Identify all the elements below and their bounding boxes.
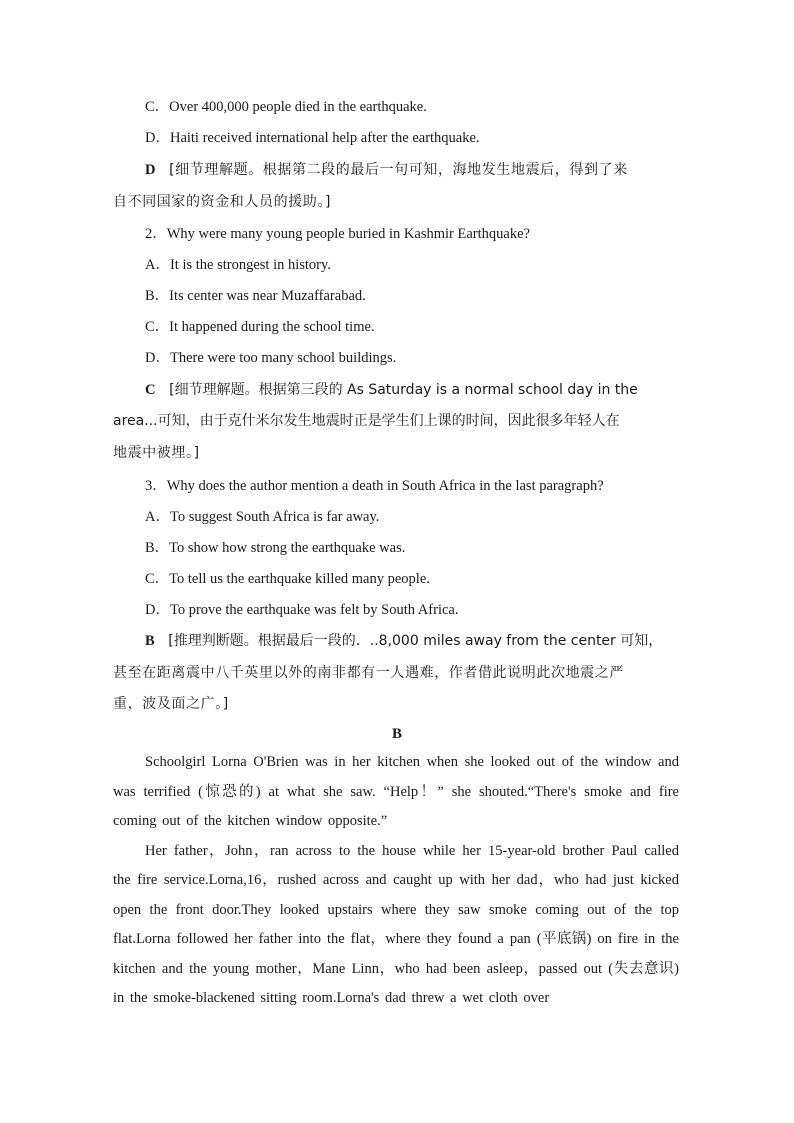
- q3-question: 3．Why does the author mention a death in South Africa in the last paragraph?: [145, 478, 604, 494]
- passage-paragraph-1: Schoolgirl Lorna O'Brien was in her kitchen when she looked out of the window and was terrified (惊恐的) at what she saw. “Help！” she shouted.“There's smoke and fire coming out of the kitchen window opposite.”: [113, 754, 679, 829]
- q1-option-d: D．Haiti received international help after the earthquake.: [145, 130, 480, 146]
- q3-option-c: C．To tell us the earthquake killed many people.: [145, 571, 430, 587]
- q3-analysis-line-1: [145, 632, 662, 650]
- q3-analysis-text-1: [推理判断题。根据最后一段的．..8,000 miles away from the center 可知，: [168, 633, 663, 649]
- q2-answer-letter: C: [145, 382, 156, 398]
- section-b-heading: B: [391, 726, 402, 742]
- q2-question: 2．Why were many young people buried in Kashmir Earthquake?: [145, 226, 530, 242]
- q2-analysis-text-1: [细节理解题。根据第三段的 As Saturday is a normal school day in the: [169, 382, 638, 398]
- q2-analysis-line-3: 地震中被埋。]: [113, 445, 200, 461]
- q3-analysis-line-3: 重，波及面之广。]: [113, 696, 229, 712]
- q1-analysis-line-1: [145, 161, 628, 179]
- q1-analysis-line-2: 自不同国家的资金和人员的援助。]: [113, 194, 332, 210]
- q2-analysis-line-2: area...可知，由于克什米尔发生地震时正是学生们上课的时间，因此很多年轻人在: [113, 413, 620, 429]
- q2-option-d: D．There were too many school buildings.: [145, 350, 397, 366]
- q3-analysis-line-2: 甚至在距离震中八千英里以外的南非都有一人遇难，作者借此说明此次地震之严: [113, 665, 624, 681]
- q3-option-d: D．To prove the earthquake was felt by South Africa.: [145, 602, 459, 618]
- q1-analysis-text-1: [细节理解题。根据第二段的最后一句可知，海地发生地震后，得到了来: [169, 162, 628, 178]
- q1-answer-letter: D: [145, 162, 156, 178]
- q2-option-a: A．It is the strongest in history.: [145, 257, 331, 273]
- q2-option-b: B．Its center was near Muzaffarabad.: [145, 288, 366, 304]
- q1-option-c: C．Over 400,000 people died in the earthquake.: [145, 99, 427, 115]
- q3-option-a: A．To suggest South Africa is far away.: [145, 509, 380, 525]
- passage-b: [113, 748, 679, 1014]
- passage-paragraph-2: Her father，John，ran across to the house while her 15-year-old brother Paul called the fire service.Lorna,16，rushed across and caught up with her dad，who had just kicked open the front door.They looked upstairs where they saw smoke coming out of the top flat.Lorna followed her father into the flat，where they found a pan (平底锅) on fire in the kitchen and the young mother，Mane Linn，who had been asleep，passed out (失去意识) in the smoke-blackened sitting room.Lorna's dad threw a wet cloth over: [113, 842, 679, 1006]
- q3-option-b: B．To show how strong the earthquake was.: [145, 540, 406, 556]
- q2-option-c: C．It happened during the school time.: [145, 319, 375, 335]
- q3-answer-letter: B: [145, 633, 155, 649]
- q2-analysis-line-1: [145, 381, 638, 399]
